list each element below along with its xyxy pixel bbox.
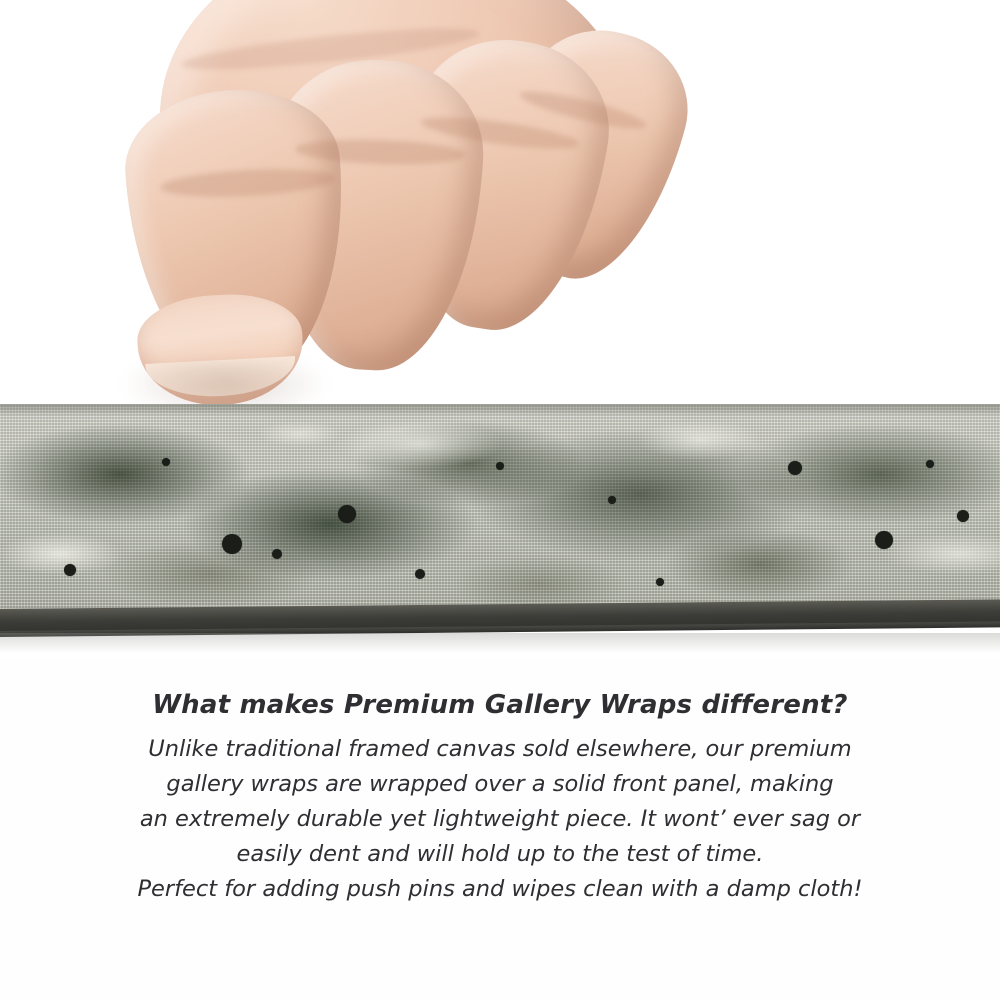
- canvas-speck: [162, 458, 170, 466]
- canvas-speck: [222, 534, 242, 554]
- canvas-speck: [338, 505, 356, 523]
- caption-line-1: Unlike traditional framed canvas sold elsewhere, our premium: [148, 736, 852, 762]
- canvas-speck: [788, 461, 802, 475]
- canvas-speck: [875, 531, 893, 549]
- canvas-speck: [608, 496, 616, 504]
- canvas-speck: [496, 462, 504, 470]
- caption-line-4: easily dent and will hold up to the test of time.: [236, 841, 764, 867]
- caption-heading: What makes Premium Gallery Wraps different?: [152, 690, 848, 720]
- canvas-speck: [415, 569, 425, 579]
- canvas-speck: [272, 549, 282, 559]
- canvas-speck: [64, 564, 76, 576]
- canvas-speck: [926, 460, 934, 468]
- canvas-speck: [957, 510, 969, 522]
- canvas-speck: [656, 578, 664, 586]
- canvas-drop-shadow: [0, 633, 1000, 653]
- canvas-wrap-edge: [0, 404, 1000, 618]
- canvas-paint-light: [0, 404, 1000, 618]
- caption-line-5: Perfect for adding push pins and wipes clean with a damp cloth!: [137, 876, 863, 902]
- hand-illustration: [120, 0, 640, 440]
- caption-block: [0, 690, 1000, 907]
- caption-line-3: an extremely durable yet lightweight piece. It wont’ ever sag or: [139, 806, 861, 832]
- caption-line-2: gallery wraps are wrapped over a solid front panel, making: [166, 771, 834, 797]
- canvas-top-shadow: [0, 404, 1000, 416]
